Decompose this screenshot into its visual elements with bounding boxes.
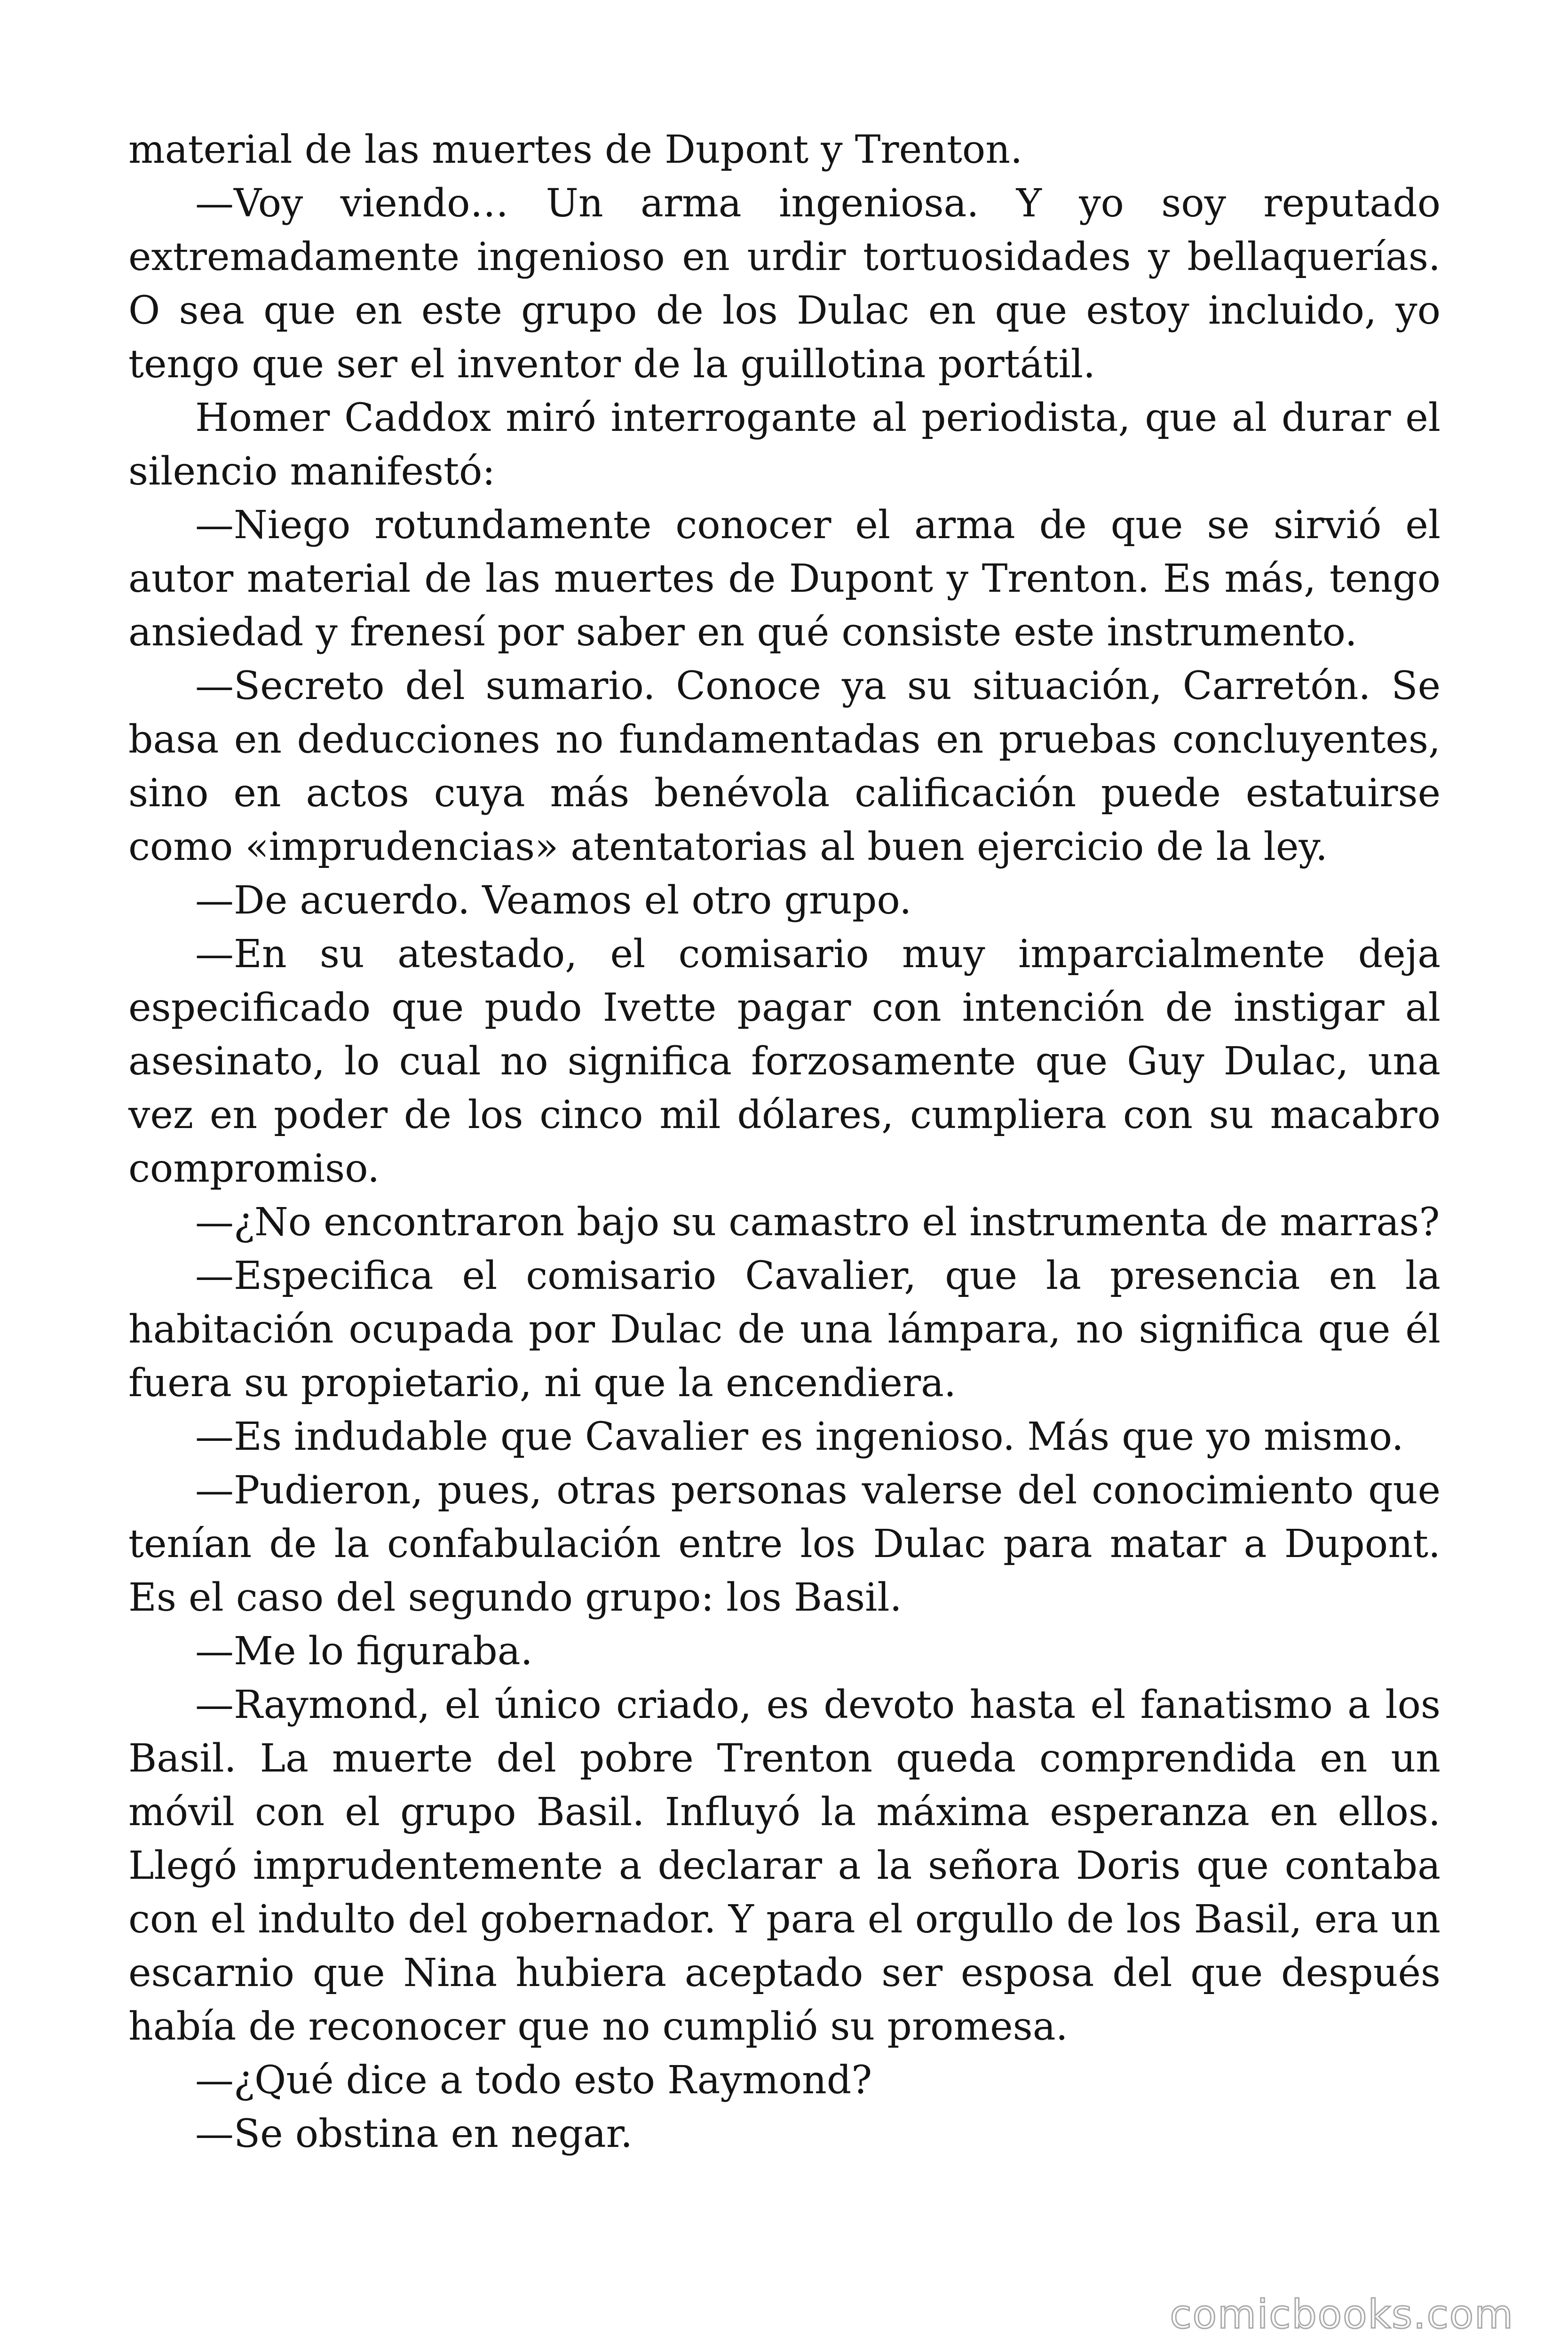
paragraph: —¿No encontraron bajo su camastro el instrumenta de marras? <box>195 1200 1440 1245</box>
paragraph: —¿Qué dice a todo esto Raymond? <box>195 2058 872 2103</box>
paragraph: —Pudieron, pues, otras personas valerse del conocimiento que tenían de la confabulación entre los Dulac para matar a Dupont. Es el caso del segundo grupo: los Basil. <box>128 1468 1441 1620</box>
paragraph: Homer Caddox miró interrogante al periodista, que al durar el silencio manifestó: <box>128 396 1441 494</box>
paragraph: material de las muertes de Dupont y Trenton. <box>128 127 1023 172</box>
paragraph: —Me lo figuraba. <box>195 1629 533 1674</box>
body-text <box>128 123 1441 2161</box>
paragraph: —Voy viendo… Un arma ingeniosa. Y yo soy reputado extremadamente ingenioso en urdir tortuosidades y bellaquerías. O sea que en este grupo de los Dulac en que estoy incluido, yo tengo que ser el inventor de la guillotina portátil. <box>128 181 1441 387</box>
paragraph: —De acuerdo. Veamos el otro grupo. <box>195 878 912 923</box>
paragraph: —Es indudable que Cavalier es ingenioso. Más que yo mismo. <box>195 1414 1404 1459</box>
paragraph: —Secreto del sumario. Conoce ya su situación, Carretón. Se basa en deducciones no fundamentadas en pruebas concluyentes, sino en actos cuya más benévola calificación puede estatuirse como «imprudencias» atentatorias al buen ejercicio de la ley. <box>128 664 1441 869</box>
paragraph: —Especifica el comisario Cavalier, que la presencia en la habitación ocupada por Dulac de una lámpara, no significa que él fuera su propietario, ni que la encendiera. <box>128 1254 1441 1406</box>
paragraph: —Se obstina en negar. <box>195 2112 633 2156</box>
watermark: comicbooks.com <box>1170 2291 1514 2337</box>
paragraph: —Raymond, el único criado, es devoto hasta el fanatismo a los Basil. La muerte del pobre Trenton queda comprendida en un móvil con el grupo Basil. Influyó la máxima esperanza en ellos. Llegó imprudentemente a declarar a la señora Doris que contaba con el indulto del gobernador. Y para el orgullo de los Basil, era un escarnio que Nina hubiera aceptado ser esposa del que después había de reconocer que no cumplió su promesa. <box>128 1683 1441 2049</box>
paragraph: —Niego rotundamente conocer el arma de que se sirvió el autor material de las muertes de Dupont y Trenton. Es más, tengo ansiedad y frenesí por saber en qué consiste este instrumento. <box>128 503 1441 655</box>
paragraph: —En su atestado, el comisario muy imparcialmente deja especificado que pudo Ivette pagar con intención de instigar al asesinato, lo cual no significa forzosamente que Guy Dulac, una vez en poder de los cinco mil dólares, cumpliera con su macabro compromiso. <box>128 932 1441 1191</box>
